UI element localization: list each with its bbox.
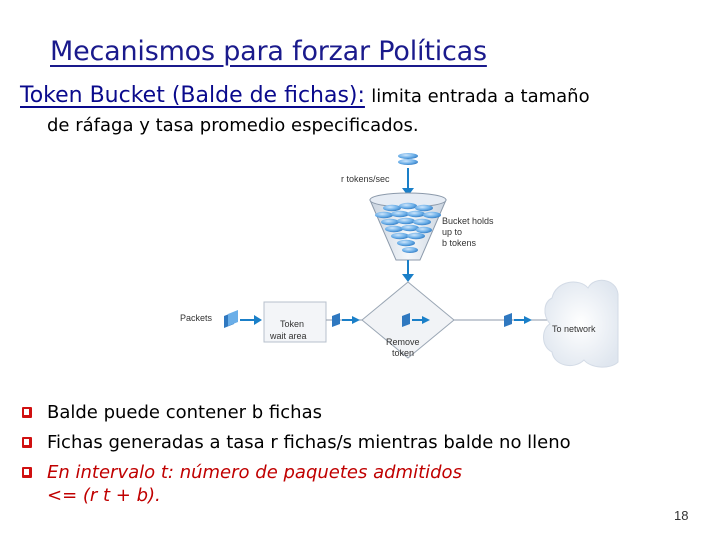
token-bucket-diagram [170,148,620,374]
packet-icon [504,313,512,327]
bullet-item [20,458,710,508]
slide-title: Mecanismos para forzar Políticas [50,36,487,67]
intro-line-1 [20,83,710,108]
arrow-head-icon [352,316,360,324]
bullet-box-icon [22,407,32,418]
token-icon [398,153,418,159]
packet-icon [332,313,340,327]
bullet-item [20,398,710,428]
packets-label: Packets [180,313,213,323]
token-icon [398,159,418,165]
wait-label-line-2: wait area [270,331,307,341]
bucket-label-line-2: up to [442,227,463,237]
arrow-head-icon [402,274,414,282]
bullet-continuation: <= (r t + b). [47,485,161,506]
intro-line-2: de ráfaga y tasa promedio especificados. [47,115,419,136]
bucket-label-line-1: Bucket holds [442,216,494,226]
bullet-text: Balde puede contener b fichas [47,402,322,423]
arrow-head-icon [254,315,262,325]
remove-label-line-1: Remove [386,337,420,347]
bullet-item [20,428,710,458]
token-bucket-term: Token Bucket (Balde de fichas): [20,83,365,108]
bullet-text: En intervalo t: número de paquetes admitidos [47,462,462,483]
bullet-text: Fichas generadas a tasa r fichas/s mientras balde no lleno [47,432,571,453]
arrow-head-icon [524,316,532,324]
token-bucket [370,193,446,260]
remove-label-line-2: token [392,348,415,358]
bullet-box-icon [22,467,32,478]
packet-icon [224,310,238,328]
bullet-box-icon [22,437,32,448]
incoming-tokens [398,153,418,165]
network-label: To network [552,324,596,334]
intro-description: limita entrada a tamaño [371,86,590,107]
bullet-list [20,398,710,508]
page-number: 18 [674,508,689,523]
bucket-label-line-3: b tokens [442,238,477,248]
wait-label-line-1: Token [280,319,305,329]
rate-label: r tokens/sec [341,174,390,184]
